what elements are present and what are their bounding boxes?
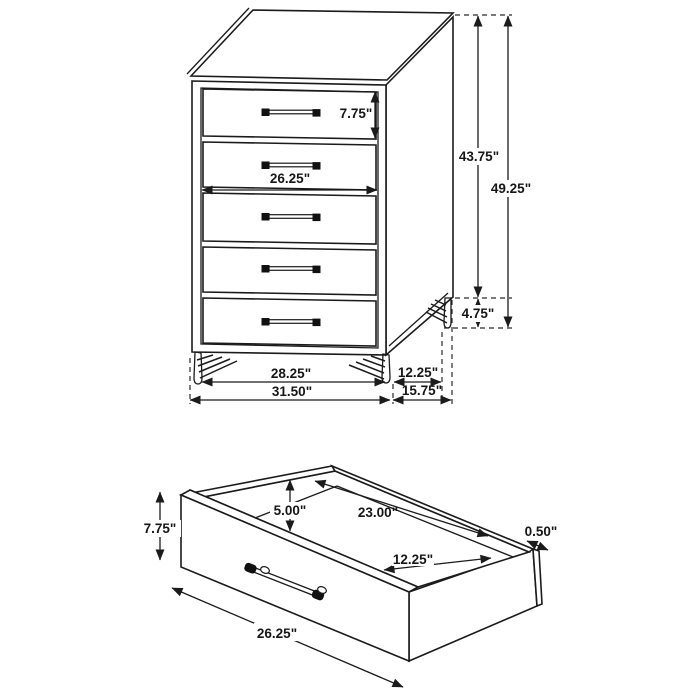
chest-total-width-label: 31.50" bbox=[271, 384, 313, 399]
chest-body-height-dimension bbox=[457, 16, 501, 297]
drawer-front-height-label: 7.75" bbox=[143, 521, 177, 536]
drawer-front-width-label: 26.25" bbox=[256, 626, 298, 641]
chest-total-depth-label: 15.75" bbox=[401, 383, 443, 398]
chest-leg-front-left bbox=[194, 352, 237, 384]
chest-body-height-label: 43.75" bbox=[458, 149, 500, 164]
chest-leg-span-depth-dimension bbox=[394, 365, 441, 382]
chest-leg-span-width-label: 28.25" bbox=[270, 366, 312, 381]
chest-total-height-label: 49.25" bbox=[490, 181, 532, 196]
chest-drawer-width-label: 26.25" bbox=[269, 171, 311, 186]
chest-leg-front-right bbox=[349, 354, 390, 383]
chest-leg-height-label: 4.75" bbox=[461, 306, 495, 321]
drawer-inner-depth-label: 12.25" bbox=[392, 552, 434, 567]
chest-total-height-dimension bbox=[489, 16, 533, 327]
chest-total-width-dimension bbox=[190, 384, 390, 400]
drawer-side-thickness-dimension bbox=[525, 524, 558, 550]
chest-leg-span-depth-label: 12.25" bbox=[397, 365, 439, 380]
chest-diagram bbox=[187, 8, 533, 404]
drawer-diagram bbox=[139, 466, 557, 687]
chest-drawer-height-label: 7.75" bbox=[339, 106, 373, 121]
drawer-inner-height-label: 5.00" bbox=[273, 503, 307, 518]
chest-drawer-front-4 bbox=[203, 247, 376, 295]
chest-leg-height-dimension bbox=[459, 299, 497, 327]
drawer-inner-width-label: 23.00" bbox=[357, 505, 399, 520]
drawer-side-thickness-label: 0.50" bbox=[524, 524, 558, 539]
drawer-front-height-dimension bbox=[139, 492, 181, 560]
